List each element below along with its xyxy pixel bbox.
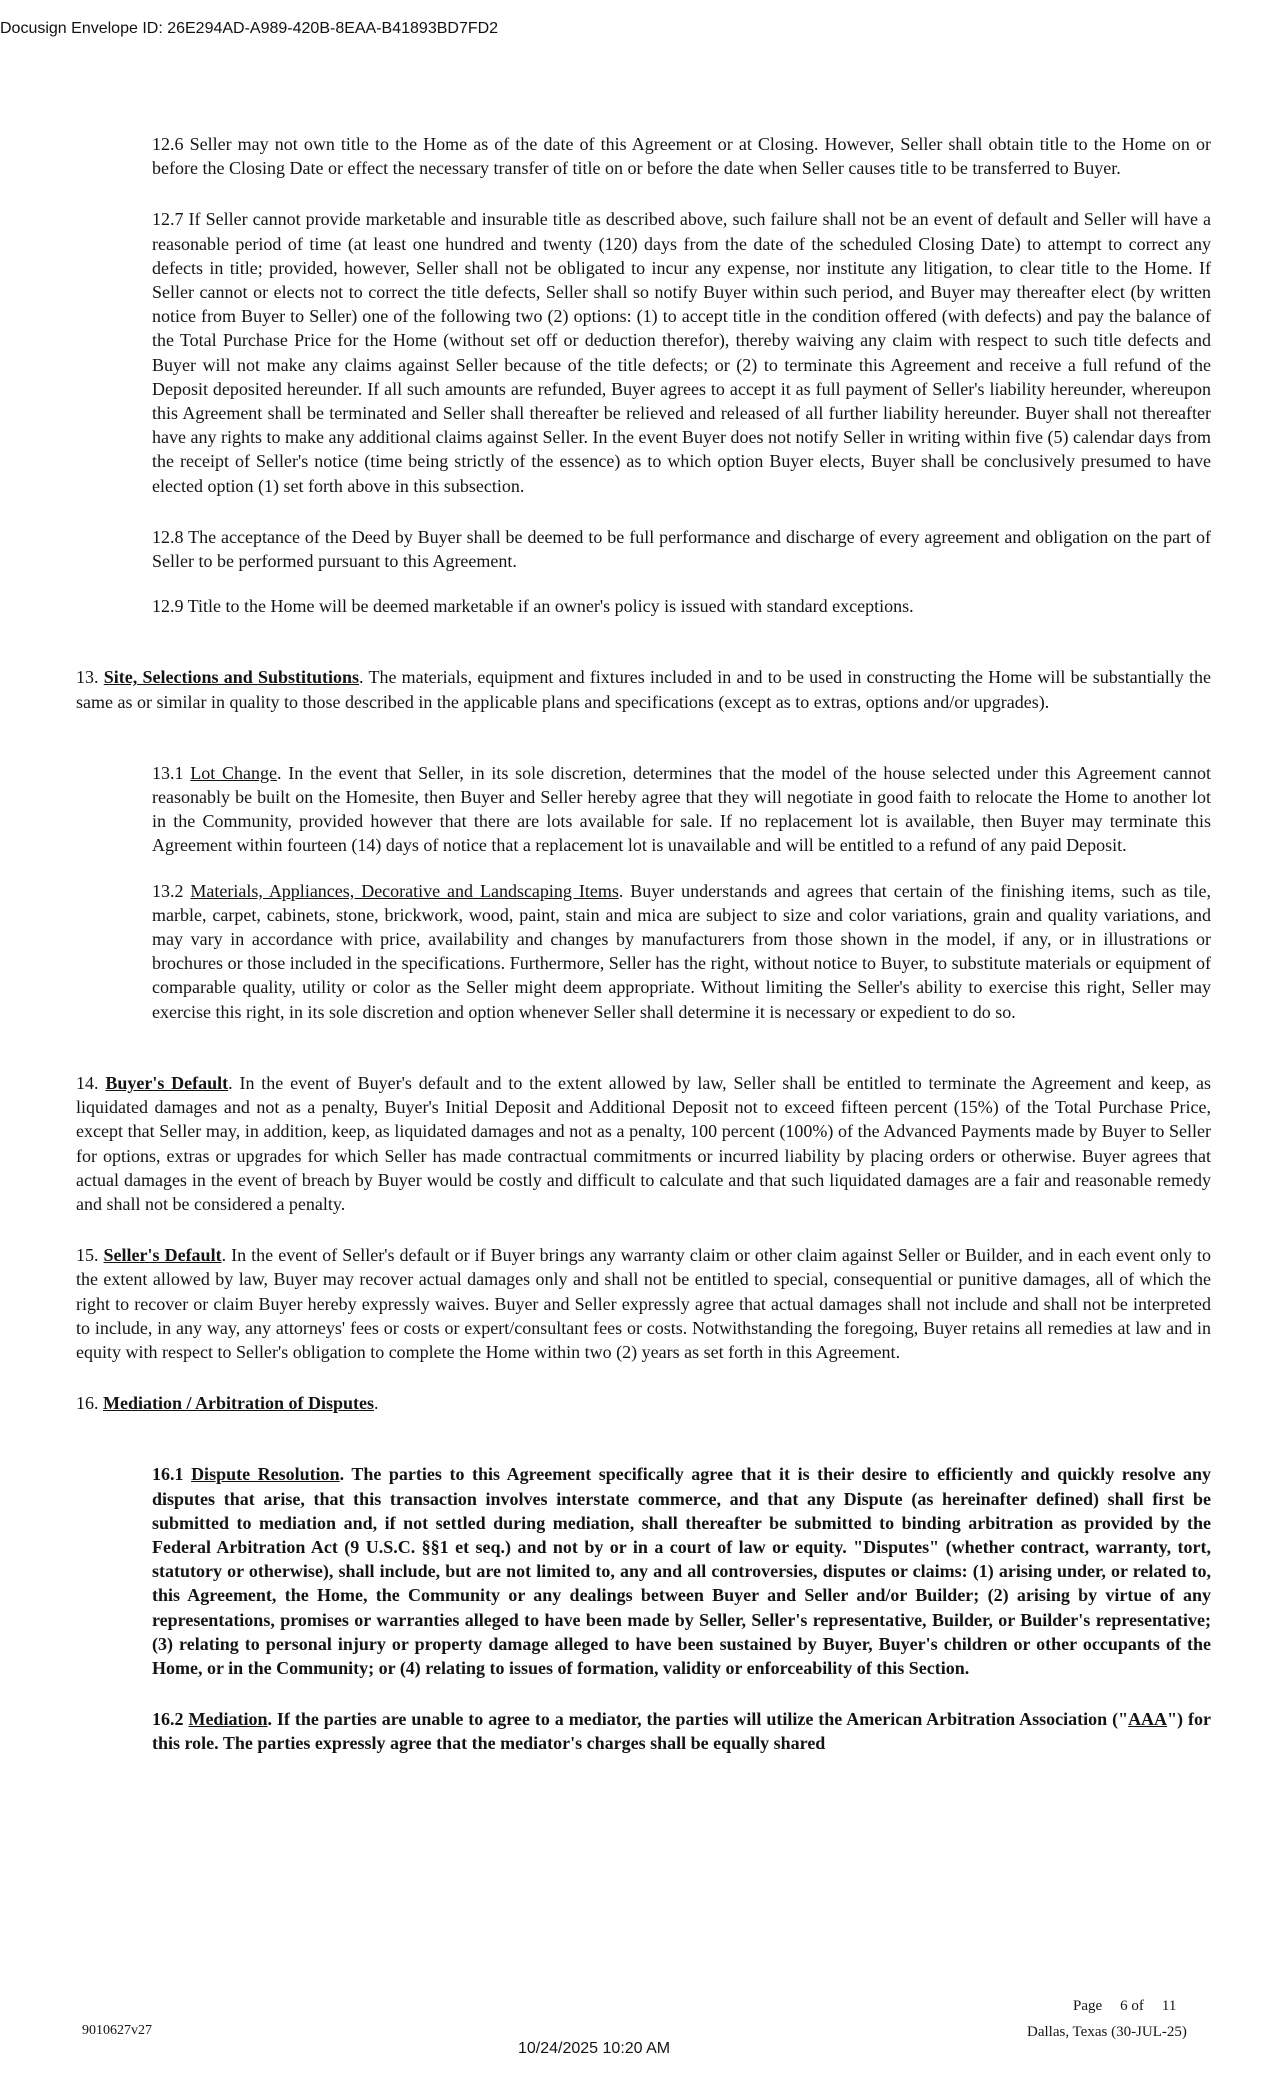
- section-16-number: 16.: [76, 1393, 103, 1414]
- page-label: Page: [1073, 1998, 1103, 2014]
- section-13-number: 13.: [76, 667, 104, 688]
- section-15-title: Seller's Default: [103, 1245, 222, 1266]
- section-13-2: [152, 879, 1211, 1024]
- section-12-8: 12.8 The acceptance of the Deed by Buyer shall be deemed to be full performance and discharge of every agreement and obligation on the part of Seller to be performed pursuant to this Agreement.: [152, 526, 1211, 572]
- page-indicator: [1073, 1998, 1194, 2015]
- section-14-text: . In the event of Buyer's default and to the extent allowed by law, Seller shall be entitled to terminate the Agreement and keep, as liquidated damages and not as a penalty, Buyer's Initial Deposit and Additional Deposit not to exceed fifteen percent (15%) of the Total Purchase Price, except that Seller may, in addition, keep, as liquidated damages and not as a penalty, 100 percent (100%) of the Advanced Payments made by Buyer to Seller for options, extras or upgrades for which Seller has made contractual commitments or incurred liability by placing orders or otherwise. Buyer agrees that actual damages in the event of breach by Buyer would be costly and difficult to calculate and that such liquidated damages are a fair and reasonable remedy and shall not be considered a penalty.: [76, 1072, 1211, 1214]
- section-16-1-title: Dispute Resolution: [191, 1464, 340, 1485]
- document-id: 9010627v27: [82, 2023, 152, 2038]
- section-13-1-text: . In the event that Seller, in its sole discretion, determines that the model of the house selected under this Agreement cannot reasonably be built on the Homesite, then Buyer and Seller hereby agree that they will negotiate in good faith to relocate the Home to another lot in the Community, provided however that there are lots available for sale. If no replacement lot is available, then Buyer may terminate this Agreement within fourteen (14) days of notice that a replacement lot is unavailable and will be entitled to a refund of any paid Deposit.: [152, 762, 1212, 856]
- section-13: [76, 665, 1211, 713]
- section-13-1-number: 13.1: [152, 762, 191, 783]
- section-16-1: [152, 1462, 1211, 1680]
- section-13-1: [152, 761, 1211, 858]
- section-13-2-text: . Buyer understands and agrees that certain of the finishing items, such as tile, marble, carpet, cabinets, stone, brickwork, wood, paint, stain and mica are subject to size and color variations, grain and quality variations, and may vary in accordance with price, availability and changes by manufacturers from those shown in the model, if any, or in illustrations or brochures or those included in the specifications. Furthermore, Seller has the right, without notice to Buyer, to substitute materials or equipment of comparable quality, utility or color as the Seller might deem appropriate. Without limiting the Seller's ability to exercise this right, Seller may exercise this right, in its sole discretion and option whenever Seller shall determine it is necessary or expedient to do so.: [152, 880, 1211, 1022]
- section-16-2-number: 16.2: [152, 1709, 189, 1730]
- document-location: Dallas, Texas (30-JUL-25): [1027, 2024, 1187, 2040]
- section-14: [76, 1071, 1211, 1216]
- section-13-2-title: Materials, Appliances, Decorative and Landscaping Items: [190, 880, 619, 901]
- section-12-9: 12.9 Title to the Home will be deemed marketable if an owner's policy is issued with standard exceptions.: [152, 596, 914, 617]
- envelope-id: Docusign Envelope ID: 26E294AD-A989-420B-8EAA-B41893BD7FD2: [0, 20, 499, 37]
- section-16-title: Mediation / Arbitration of Disputes: [103, 1393, 375, 1414]
- section-16-1-number: 16.1: [152, 1464, 192, 1485]
- page-total: 11: [1161, 1998, 1177, 2014]
- section-16-2-text-b: ") for this role. The parties expressly agree that the mediator's charges shall be equally shared: [152, 1709, 1211, 1754]
- section-13-1-title: Lot Change: [190, 762, 277, 783]
- section-16-2-abbr: AAA: [1128, 1709, 1168, 1730]
- section-16-1-text: . The parties to this Agreement specifically agree that it is their desire to efficiently and quickly resolve any disputes that arise, that this transaction involves interstate commerce, and that any Dispute (as hereinafter defined) shall first be submitted to mediation and, if not settled during mediation, shall thereafter be submitted to binding arbitration as provided by the Federal Arbitration Act (9 U.S.C. §§1 et seq.) and not by or in a court of law or equity. "Disputes" (whether contract, warranty, tort, statutory or otherwise), shall include, but are not limited to, any and all controversies, disputes or claims: (1) arising under, or related to, this Agreement, the Home, the Community or any dealings between Buyer and Seller and/or Builder; (2) arising by virtue of any representations, promises or warranties alleged to have been made by Seller, Seller's representative, Builder, or Builder's representative; (3) relating to personal injury or property damage alleged to have been sustained by Buyer, Buyer's children or other occupants of the Home, or in the Community; or (4) relating to issues of formation, validity or enforceability of this Section.: [152, 1464, 1211, 1678]
- section-16-2-text-a: . If the parties are unable to agree to a mediator, the parties will utilize the American Arbitration Association (": [267, 1709, 1129, 1730]
- section-16-text: .: [374, 1393, 379, 1414]
- section-15-text: . In the event of Seller's default or if Buyer brings any warranty claim or other claim against Seller or Builder, and in each event only to the extent allowed by law, Buyer may recover actual damages only and shall not be entitled to special, consequential or punitive damages, all of which the right to recover or claim Buyer hereby expressly waives. Buyer and Seller expressly agree that actual damages shall not include and shall not be interpreted to include, in any way, any attorneys' fees or costs or expert/consultant fees or costs. Notwithstanding the foregoing, Buyer retains all remedies at law and in equity with respect to Seller's obligation to complete the Home within two (2) years as set forth in this Agreement.: [76, 1245, 1211, 1362]
- section-14-number: 14.: [76, 1072, 106, 1093]
- section-12-7: 12.7 If Seller cannot provide marketable and insurable title as described above, such failure shall not be an event of default and Seller will have a reasonable period of time (at least one hundred and twenty (120) days from the date of the scheduled Closing Date) to attempt to correct any defects in title; provided, however, Seller shall not be obligated to incur any expense, nor institute any litigation, to clear title to the Home. If Seller cannot or elects not to correct the title defects, Seller shall so notify Buyer within such period, and Buyer may thereafter elect (by written notice from Buyer to Seller) one of the following two (2) options: (1) to accept title in the condition offered (with defects) and pay the balance of the Total Purchase Price for the Home (without set off or deduction therefor), thereby waiving any claim with respect to such title defects and Buyer will not make any claims against Seller because of the title defects; or (2) to terminate this Agreement and receive a full refund of the Deposit deposited hereunder. If all such amounts are refunded, Buyer agrees to accept it as full payment of Seller's liability hereunder, whereupon this Agreement shall be terminated and Seller shall thereafter be relieved and released of all further liability hereunder. Buyer shall not thereafter have any rights to make any additional claims against Seller. In the event Buyer does not notify Seller in writing within five (5) calendar days from the receipt of Seller's notice (time being strictly of the essence) as to which option Buyer elects, Buyer shall be conclusively presumed to have elected option (1) set forth above in this subsection.: [152, 209, 1211, 496]
- section-14-title: Buyer's Default: [105, 1072, 229, 1093]
- section-16-2: [152, 1707, 1211, 1755]
- section-13-title: Site, Selections and Substitutions: [103, 667, 360, 688]
- section-13-text: . The materials, equipment and fixtures included in and to be used in constructing the Home will be substantially the same as or similar in quality to those described in the applicable plans and specifications (except as to extras, options and/or upgrades).: [76, 667, 1212, 712]
- section-16: [76, 1391, 1211, 1415]
- section-12-6: 12.6 Seller may not own title to the Home as of the date of this Agreement or at Closing. However, Seller shall obtain title to the Home on or before the Closing Date or effect the necessary transfer of title on or before the date when Seller causes title to be transferred to Buyer.: [152, 134, 1211, 179]
- section-15: [76, 1243, 1211, 1364]
- page-number: 6 of: [1120, 1998, 1144, 2014]
- section-16-2-title: Mediation: [188, 1709, 268, 1730]
- section-15-number: 15.: [76, 1245, 104, 1266]
- section-13-2-number: 13.2: [152, 880, 191, 901]
- signature-timestamp: 10/24/2025 10:20 AM: [518, 2040, 671, 2057]
- document-body: [76, 132, 1211, 1756]
